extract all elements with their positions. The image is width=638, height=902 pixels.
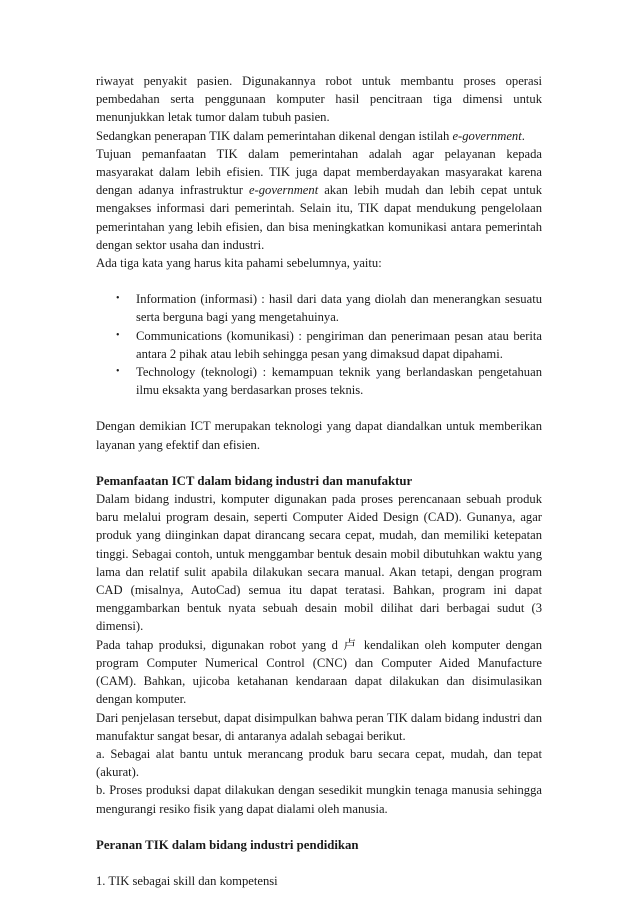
paragraph-point-b: b. Proses produksi dapat dilakukan dengan sesedikit mungkin tenaga manusia sehingga mengurangi resiko fisik yang dapat dialami oleh manusia. [96, 783, 542, 816]
spacer [96, 399, 542, 417]
list-item-text: Technology (teknologi) : kemampuan teknik yang berlandaskan pengetahuan ilmu eksakta yang berdasarkan proses teknis. [136, 365, 542, 398]
paragraph-three-words: Ada tiga kata yang harus kita pahami sebelumnya, yaitu: [96, 256, 382, 271]
list-item [96, 290, 542, 326]
italic-term: e-government [452, 128, 522, 143]
section-heading-education: Peranan TIK dalam bidang industri pendidikan [96, 837, 359, 852]
list-item [96, 327, 542, 363]
paragraph-medical-robot: riwayat penyakit pasien. Digunakannya robot untuk membantu proses operasi pembedahan serta penggunaan komputer hasil pencitraan tiga dimensi untuk menunjukkan letak tumor dalam tubuh pasien. [96, 74, 542, 125]
section-heading-industry: Pemanfaatan ICT dalam bidang industri dan manufaktur [96, 473, 413, 488]
list-item [96, 363, 542, 399]
paragraph-point-a: a. Sebagai alat bantu untuk merancang produk baru secara cepat, mudah, dan tepat (akurat). [96, 746, 542, 780]
paragraph-role-summary: Dari penjelasan tersebut, dapat disimpulkan bahwa peran TIK dalam bidang industri dan manufaktur sangat besar, di antaranya adalah sebagai berikut. [96, 710, 543, 743]
spacer [96, 854, 542, 872]
text-segment: akan lebih mudah dan lebih cepat untuk mengakses informasi dari pemerintah. Selain itu, TIK dapat mendukung pengelolaan pemerintahan yang lebih efisien, dan bisa meningkatkan komunikasi antara pemerintah dengan sektor usaha dan industri. [96, 183, 542, 252]
paragraph-egovernment-purpose [96, 145, 542, 254]
bullet-icon: • [116, 293, 120, 305]
spacer [96, 454, 542, 472]
italic-term: e-government [248, 183, 319, 198]
bullet-icon: • [116, 366, 120, 378]
list-item-text: Information (informasi) : hasil dari data yang diolah dan menerangkan sesuatu serta berguna bagi yang mengetahuinya. [136, 292, 542, 325]
paragraph-skill-competence: 1. TIK sebagai skill dan kompetensi [96, 873, 278, 888]
bullet-list [96, 290, 542, 399]
text-segment: Sedangkan penerapan TIK dalam pemerintahan dikenal dengan istilah [96, 128, 453, 143]
paragraph-cad: Dalam bidang industri, komputer digunakan pada proses perencanaan sebuah produk baru melalui program desain, seperti Computer Aided Design (CAD). Gunanya, agar produk yang diinginkan dapat dirancang secara cepat, mudah, dan memiliki ketepatan tinggi. Sebagai contoh, untuk menggambar bentuk desain mobil dibutuhkan waktu yang lama dan relatif sulit apabila dilakukan secara manual. Akan tetapi, dengan program CAD (misalnya, AutoCad) semua itu dapat teratasi. Bahkan, program ini dapat menggambarkan bentuk nyata sebuah desain mobil dilihat dari berbagai sudut (3 dimensi). [96, 492, 542, 634]
bullet-icon: • [116, 329, 120, 341]
spacer [96, 818, 542, 836]
text-segment: Tujuan pemanfaatan TIK dalam pemerintahan adalah agar pelayanan kepada masyarakat dalam lebih efisien. TIK juga dapat memberdayakan masyarakat karena dengan adanya infrastruktur [96, 146, 542, 198]
paragraph-production-robot: Pada tahap produksi, digunakan robot yang d 卢 kendalikan oleh komputer dengan program Computer Numerical Control (CNC) dan Computer Aided Manufacture (CAM). Bahkan, ujicoba ketahanan kendaraan dapat dilakukan dan disimulasikan dengan komputer. [96, 637, 542, 707]
paragraph-ict-conclusion: Dengan demikian ICT merupakan teknologi yang dapat diandalkan untuk memberikan layanan yang efektif dan efisien. [96, 419, 542, 452]
spacer [96, 272, 542, 290]
list-item-text: Communications (komunikasi) : pengiriman dan penerimaan pesan atau berita antara 2 pihak atau lebih sehingga pesan yang dimaksud dapat dipahami. [136, 328, 542, 361]
paragraph-egovernment-intro [96, 127, 542, 145]
text-segment: . [521, 128, 525, 143]
